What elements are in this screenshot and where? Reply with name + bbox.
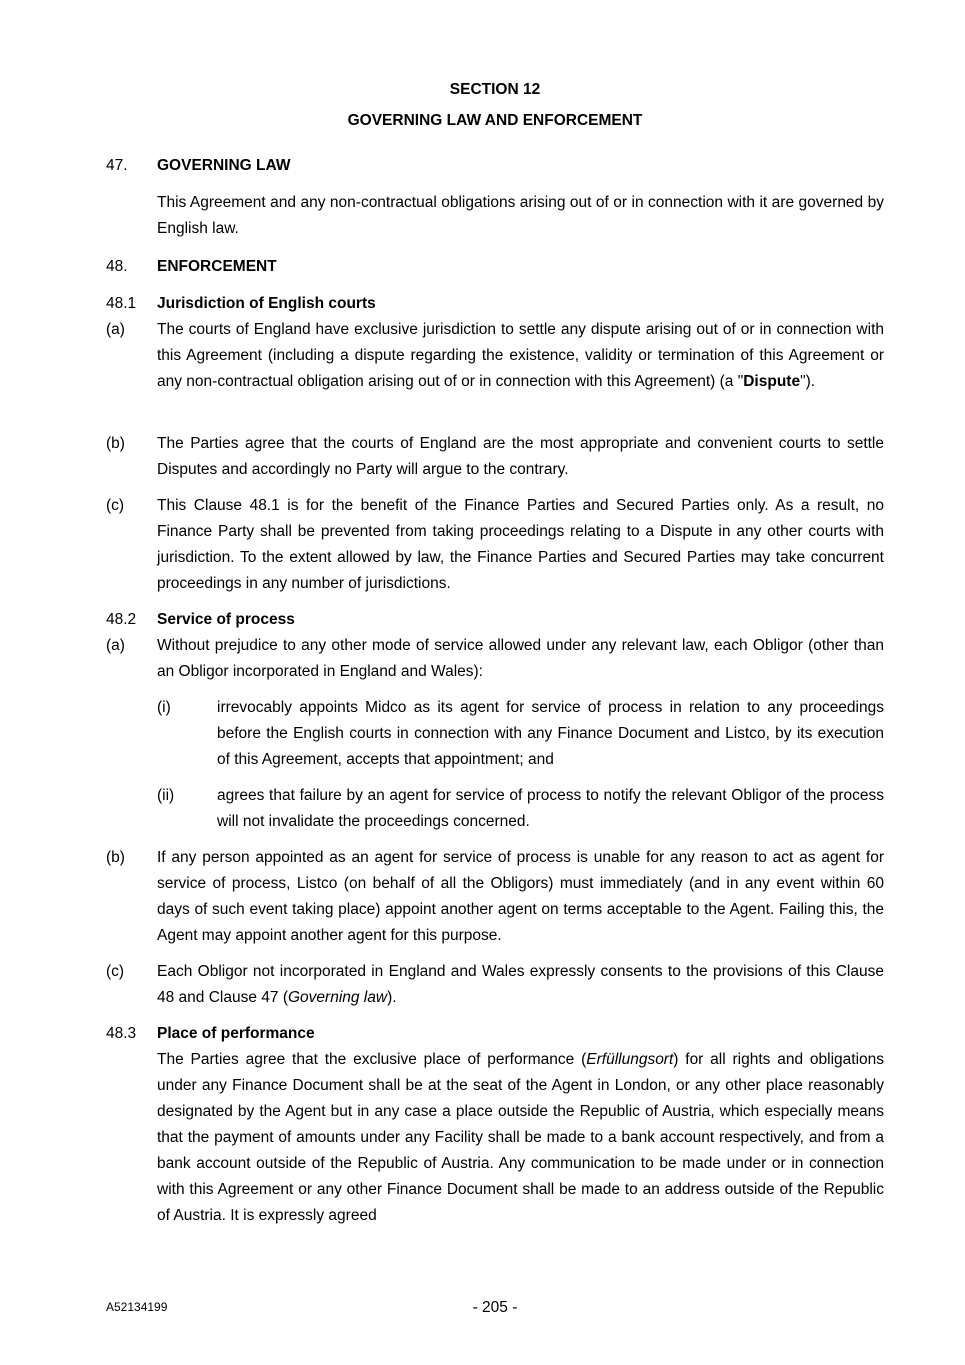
clause-48-2-heading: Service of process: [157, 611, 295, 628]
erfullungsort-term: Erfüllungsort: [586, 1051, 674, 1068]
clause-48-1-a-text: The courts of England have exclusive jurisdiction to settle any dispute arising out of or in connection with this Agreement (including a dispute regarding the existence, validity or termination of this Agreement or any non-contractual obligation arising out of or in connection with this Agreement) (a "Dispute").: [157, 321, 884, 390]
defined-term-dispute: Dispute: [743, 373, 801, 390]
clause-48-number: 48.: [106, 258, 128, 275]
clause-48-1-number: 48.1: [106, 295, 137, 312]
clause-48-1-a-label: (a): [106, 321, 125, 338]
clause-48-heading: ENFORCEMENT: [157, 258, 277, 275]
clause-48-1-c-text: This Clause 48.1 is for the benefit of the Finance Parties and Secured Parties only. As a result, no Finance Party shall be prevented from taking proceedings relating to a Dispute in any other courts with jurisdiction. To the extent allowed by law, the Finance Parties and Secured Parties may take concurrent proceedings in any number of jurisdictions.: [157, 497, 884, 592]
clause-48-2-c-text: Each Obligor not incorporated in England and Wales expressly consents to the provisions of this Clause 48 and Clause 47 (Governing law).: [157, 963, 884, 1006]
clause-48-1-b-text: The Parties agree that the courts of England are the most appropriate and convenient courts to settle Disputes and accordingly no Party will argue to the contrary.: [157, 435, 884, 478]
clause-48-2-a-i-label: (i): [157, 699, 171, 716]
clause-47-number: 47.: [106, 157, 128, 174]
clause-48-2-a-i-text: irrevocably appoints Midco as its agent for service of process in relation to any proceedings before the English courts in connection with any Finance Document and Listco, by its execution of this Agreement, accepts that appointment; and: [217, 699, 884, 768]
document-id: A52134199: [106, 1300, 168, 1314]
section-title: GOVERNING LAW AND ENFORCEMENT: [347, 112, 643, 129]
clause-48-3-text: The Parties agree that the exclusive place of performance (Erfüllungsort) for all rights and obligations under any Finance Document shall be at the seat of the Agent in London, or any other place reasonably designated by the Agent but in any case a place outside the Republic of Austria, which especially means that the payment of amounts under any Facility shall be made to a bank account respectively, and from a bank account outside of the Republic of Austria. Any communication to be made under or in connection with this Agreement or any other Finance Document shall be made to an address outside of the Republic of Austria. It is expressly agreed: [157, 1051, 884, 1224]
clause-48-2-b-text: If any person appointed as an agent for service of process is unable for any reason to act as agent for service of process, Listco (on behalf of all the Obligors) must immediately (and in any event within 60 days of such event taking place) appoint another agent on terms acceptable to the Agent. Failing this, the Agent may appoint another agent for this purpose.: [157, 849, 884, 944]
clause-48-2-c-label: (c): [106, 963, 125, 980]
clause-48-2-a-text: Without prejudice to any other mode of service allowed under any relevant law, each Obligor (other than an Obligor incorporated in England and Wales):: [157, 637, 884, 680]
clause-48-3-heading: Place of performance: [157, 1025, 315, 1042]
section-number: SECTION 12: [449, 81, 541, 98]
clause-48-2-number: 48.2: [106, 611, 137, 628]
page-number: - 205 -: [472, 1299, 518, 1316]
clause-47-heading: GOVERNING LAW: [157, 157, 291, 174]
clause-48-2-a-ii-label: (ii): [157, 787, 175, 804]
clause-48-1-b-label: (b): [106, 435, 125, 452]
clause-48-1-heading: Jurisdiction of English courts: [157, 295, 376, 312]
clause-48-2-a-label: (a): [106, 637, 125, 654]
clause-48-3-number: 48.3: [106, 1025, 137, 1042]
clause-48-2-a-ii-text: agrees that failure by an agent for service of process to notify the relevant Obligor of the process will not invalidate the proceedings concerned.: [217, 787, 884, 830]
governing-law-reference: Governing law: [287, 989, 388, 1006]
clause-48-1-c-label: (c): [106, 497, 125, 514]
clause-48-2-b-label: (b): [106, 849, 125, 866]
clause-47-text: This Agreement and any non-contractual obligations arising out of or in connection with it are governed by English law.: [157, 194, 884, 237]
